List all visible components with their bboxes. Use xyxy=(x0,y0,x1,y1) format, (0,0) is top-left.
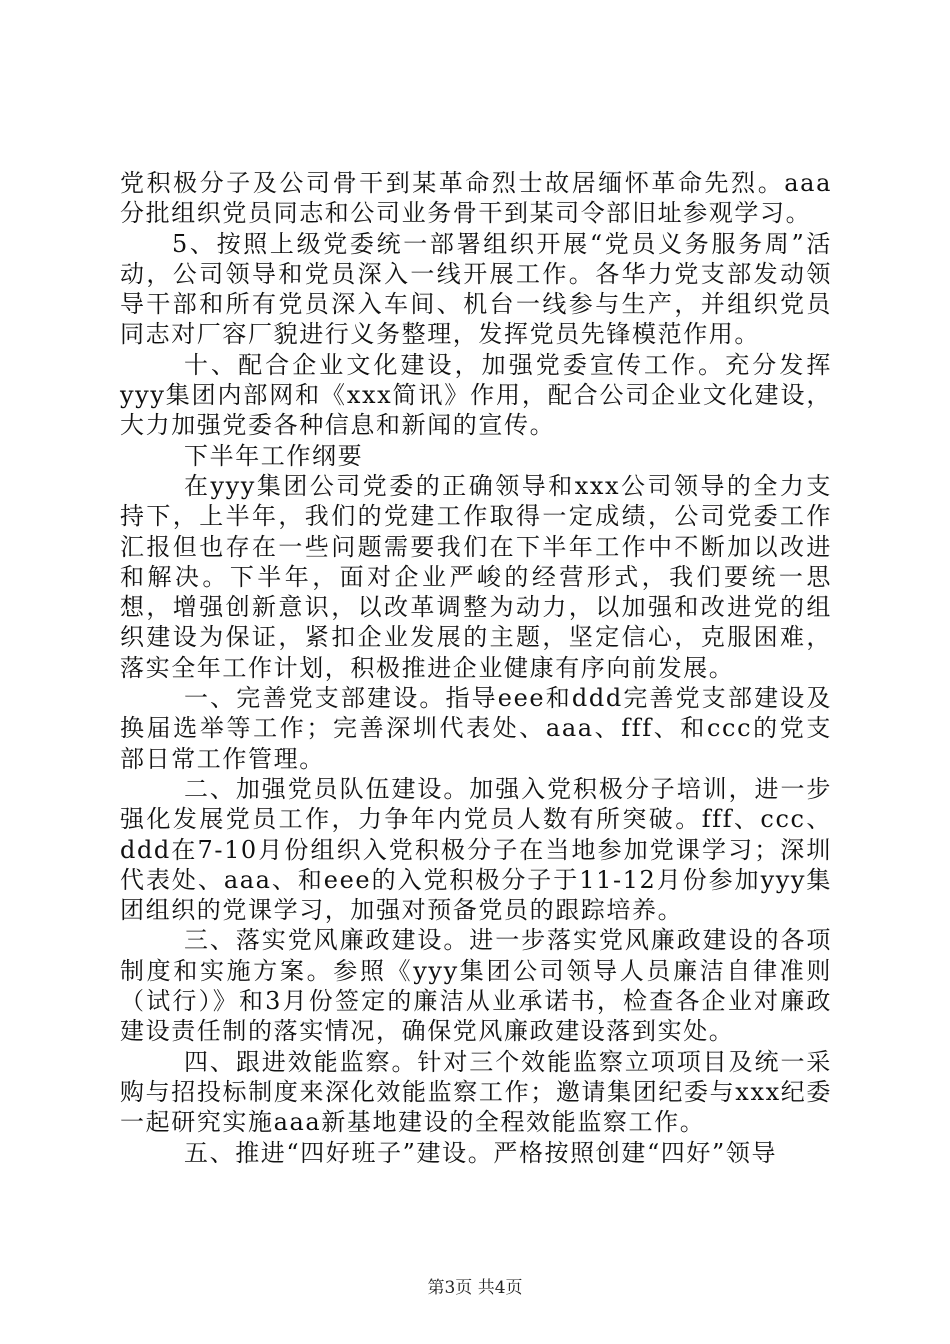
page-number: 第3页 共4页 xyxy=(427,1278,523,1298)
section-heading: 下半年工作纲要 xyxy=(184,441,364,470)
paragraph-item-5: 5、按照上级党委统一部署组织开展“党员义务服务周”活动，公司领导和党员深入一线开展工作。各华力党支部发动领导干部和所有党员深入车间、机台一线参与生产，并组织党员同志对厂容厂貌进行义务整理，发挥党员先锋模范作用。 xyxy=(120,229,832,349)
paragraph-item-5-partial: 五、推进“四好班子”建设。严格按照创建“四好”领导 xyxy=(184,1138,778,1167)
paragraph-item-10: 十、配合企业文化建设，加强党委宣传工作。充分发挥yyy集团内部网和《xxx简讯》作用，配合公司企业文化建设，大力加强党委各种信息和新闻的宣传。 xyxy=(120,350,832,440)
paragraph-item-3: 三、落实党风廉政建设。进一步落实党风廉政建设的各项制度和实施方案。参照《yyy集团公司领导人员廉洁自律准则（试行）》和3月份签定的廉洁从业承诺书，检查各企业对廉政建设责任制的落实情况，确保党风廉政建设落到实处。 xyxy=(120,926,832,1046)
document-body xyxy=(120,168,832,1168)
paragraph-item-1: 一、完善党支部建设。指导eee和ddd完善党支部建设及换届选举等工作；完善深圳代表处、aaa、fff、和ccc的党支部日常工作管理。 xyxy=(120,684,832,773)
paragraph-intro: 在yyy集团公司党委的正确领导和xxx公司领导的全力支持下，上半年，我们的党建工作取得一定成绩，公司党委工作汇报但也存在一些问题需要我们在下半年工作中不断加以改进和解决。下半年，面对企业严峻的经营形式，我们要统一思想，增强创新意识，以改革调整为动力，以加强和改进党的组织建设为保证，紧扣企业发展的主题，坚定信心，克服困难，落实全年工作计划，积极推进企业健康有序向前发展。 xyxy=(120,471,832,682)
page-footer xyxy=(0,1278,950,1298)
paragraph-continuation: 党积极分子及公司骨干到某革命烈士故居缅怀革命先烈。aaa分批组织党员同志和公司业务骨干到某司令部旧址参观学习。 xyxy=(120,169,832,228)
paragraph-item-2: 二、加强党员队伍建设。加强入党积极分子培训，进一步强化发展党员工作，力争年内党员人数有所突破。fff、ccc、ddd在7-10月份组织入党积极分子在当地参加党课学习；深圳代表处、aaa、和eee的入党积极分子于11-12月份参加yyy集团组织的党课学习，加强对预备党员的跟踪培养。 xyxy=(120,774,832,925)
paragraph-item-4: 四、跟进效能监察。针对三个效能监察立项项目及统一采购与招投标制度来深化效能监察工作；邀请集团纪委与xxx纪委一起研究实施aaa新基地建设的全程效能监察工作。 xyxy=(120,1047,832,1137)
